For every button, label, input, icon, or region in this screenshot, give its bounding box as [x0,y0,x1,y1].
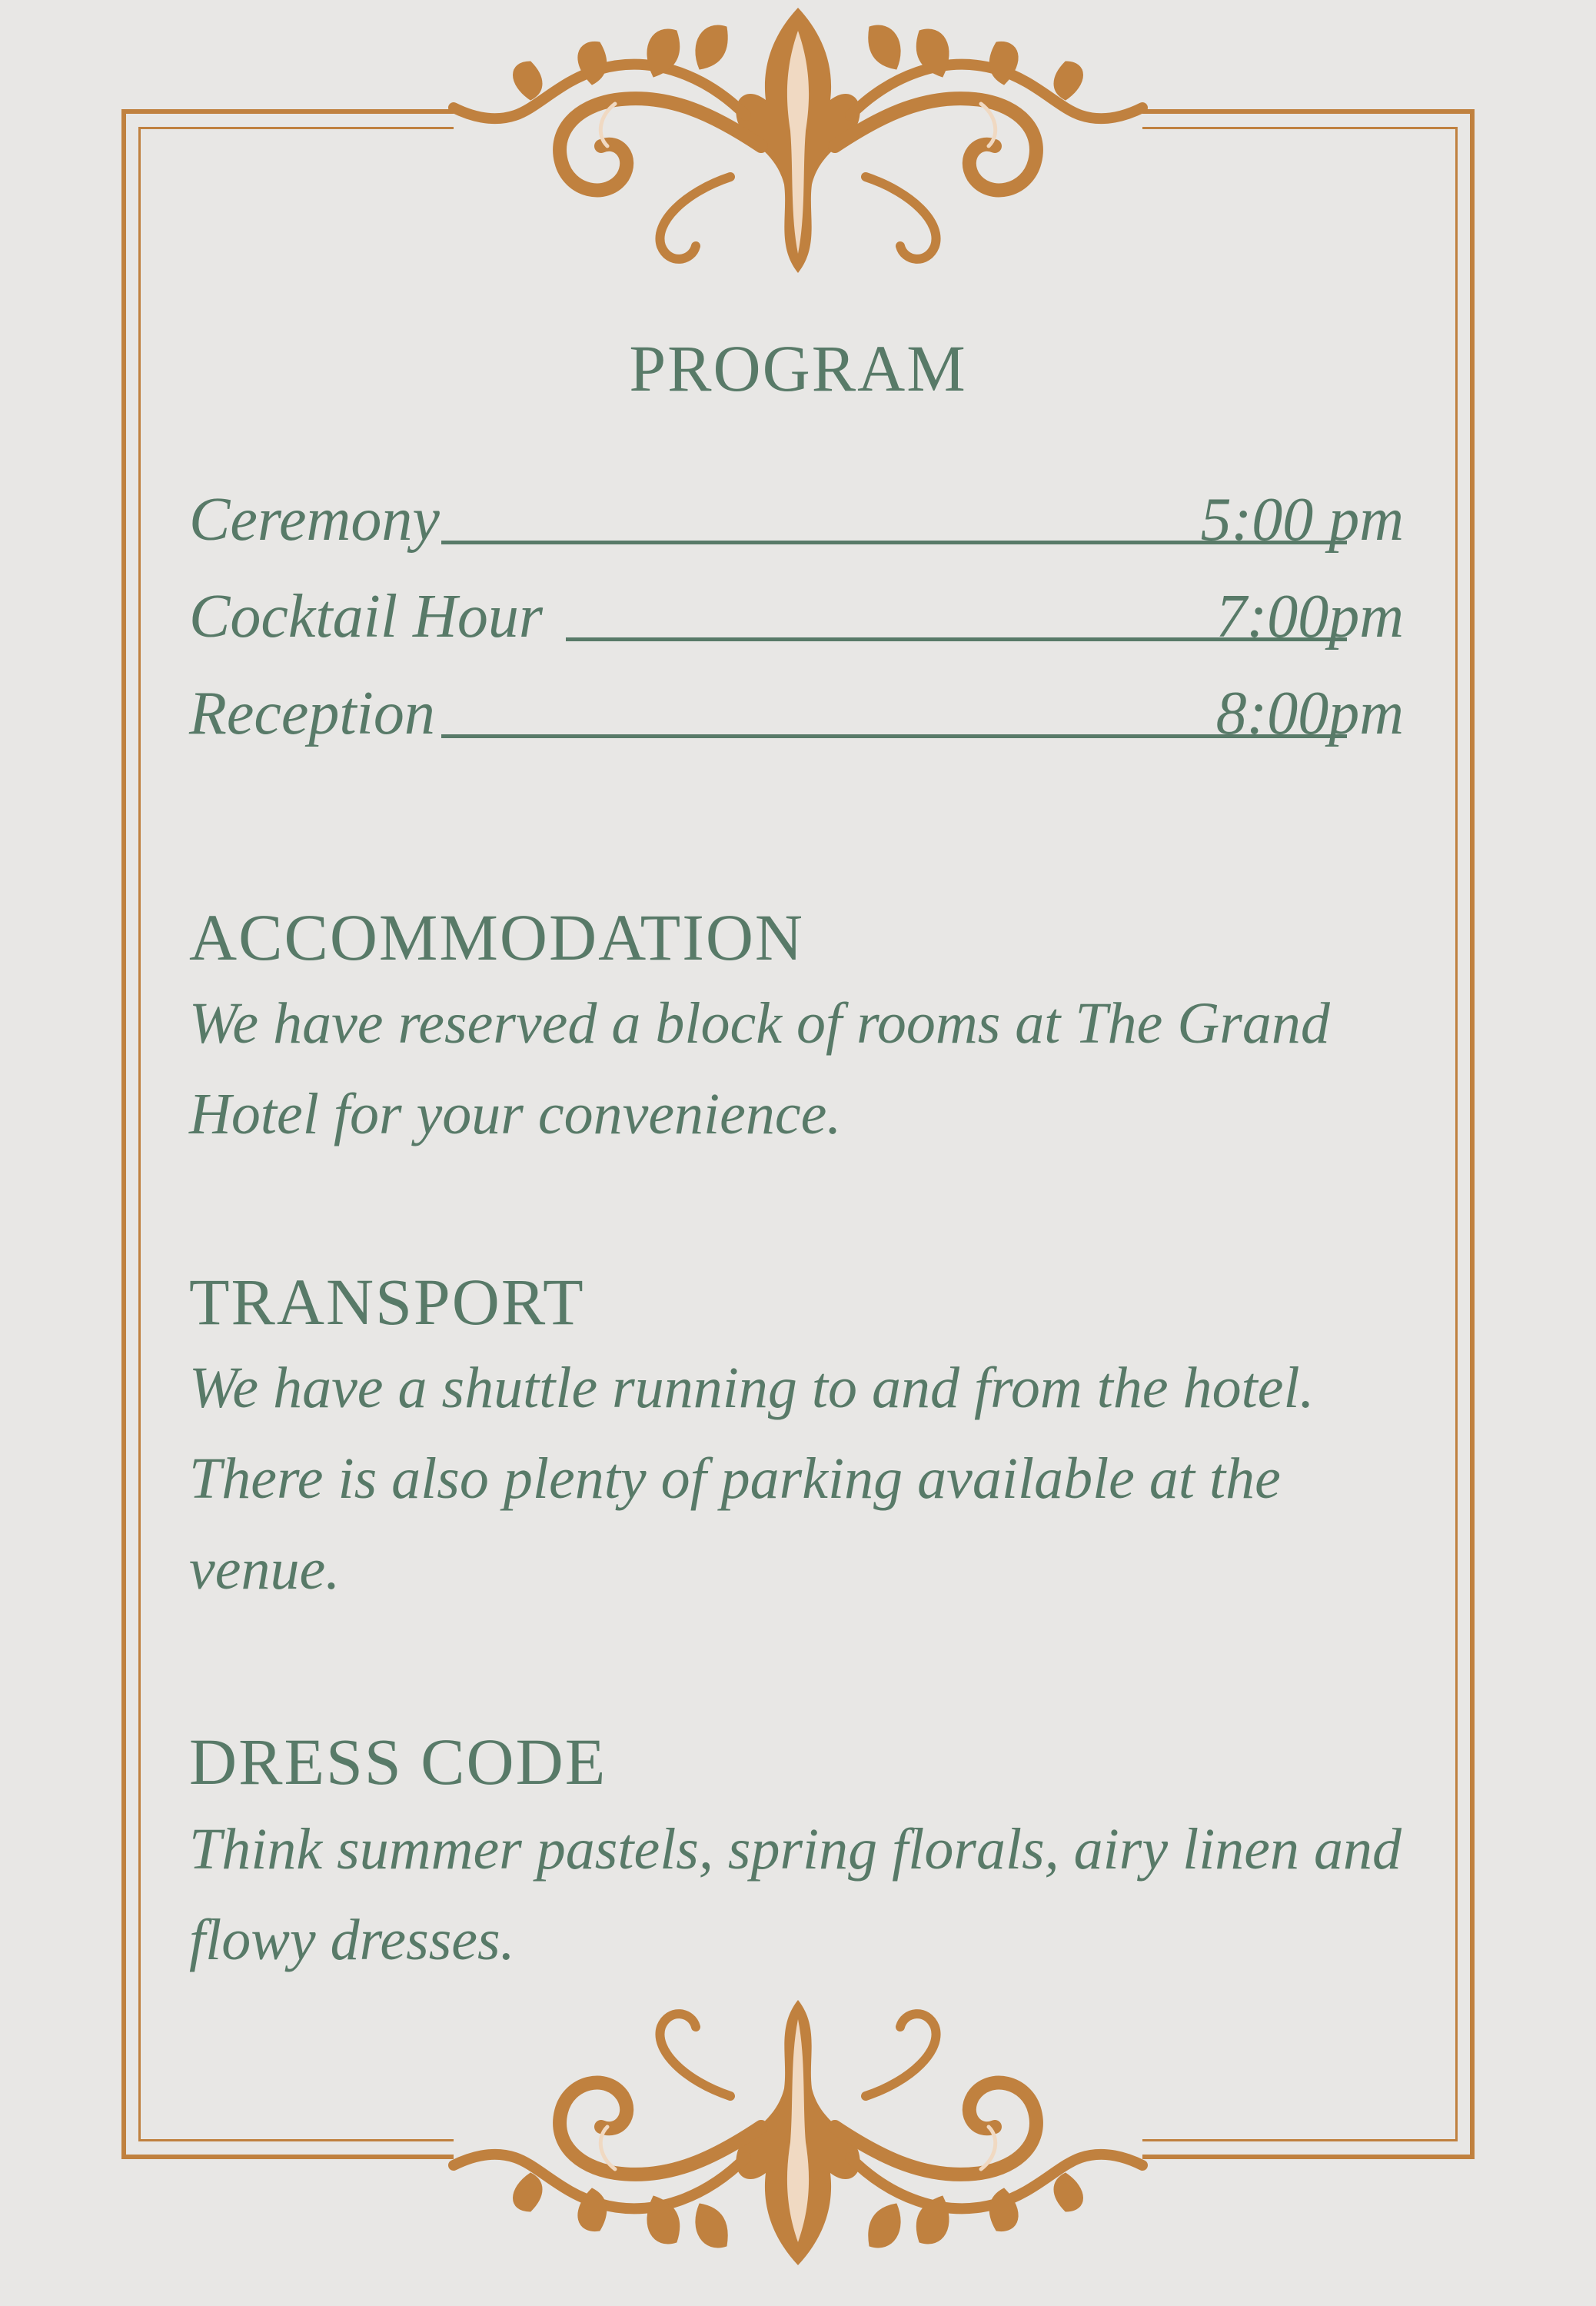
program-item-time: 8:00pm [1215,680,1404,747]
program-item-label: Reception [189,680,435,747]
program-item-time: 7:00pm [1215,583,1404,651]
accommodation-heading: ACCOMMODATION [189,900,805,974]
transport-text: We have a shuttle running to and from the hotel. There is also plenty of parking available at the venue. [189,1356,1315,1602]
leader-line [441,734,1347,738]
transport-heading: TRANSPORT [189,1265,585,1339]
program-item-cocktail-hour [189,583,1404,663]
top-baroque-flourish-icon [423,0,1173,277]
dress-code-heading: DRESS CODE [189,1725,607,1799]
program-heading: PROGRAM [629,331,967,405]
program-item-label: Cocktail Hour [189,583,543,651]
accommodation-text: We have reserved a block of rooms at The Grand Hotel for your convenience. [189,991,1330,1146]
dress-code-text: Think summer pastels, spring florals, airy linen and flowy dresses. [189,1817,1402,1972]
program-item-time: 5:00 pm [1200,486,1404,554]
bottom-baroque-flourish-icon [423,1996,1173,2273]
program-item-label: Ceremony [189,486,440,554]
program-item-ceremony [189,486,1404,566]
program-item-reception [189,680,1404,760]
